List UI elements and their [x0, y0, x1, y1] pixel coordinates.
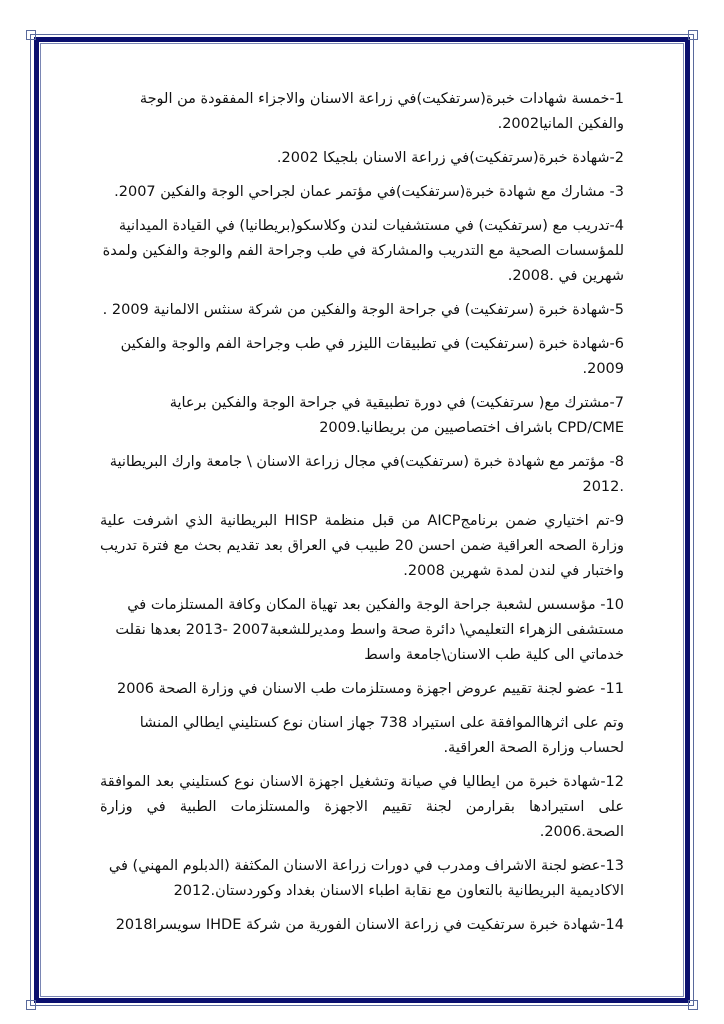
list-item-12: 12-شهادة خبرة من ايطاليا في صيانة وتشغيل اجهزة الاسنان نوع كستليني بعد الموافقة على استيرادها بقرارمن لجنة تقييم الاجهزة والمستلزمات الطبية في وزارة الصحة.2006.: [100, 774, 624, 840]
list-item-14: 14-شهادة خبرة سرتفكيت في زراعة الاسنان الفورية من شركة IHDE سويسرا2018: [115, 917, 624, 933]
list-item-4: 4-تدريب مع (سرتفكيت) في مستشفيات لندن وكلاسكو(بريطانيا) في القيادة الميدانية للمؤسسات الصحية مع التدريب والمشاركة في طب وجراحة الفم والوجة والفكين ولمدة شهرين في .2008.: [102, 218, 624, 284]
border-corner-bottom-left: [26, 1000, 36, 1010]
list-item-6: 6-شهادة خبرة (سرتفكيت) في تطبيقات الليزر في طب وجراحة الفم والوجة والفكين 2009.: [120, 336, 624, 377]
certificates-list: [100, 87, 624, 947]
list-item-3: 3- مشارك مع شهادة خبرة(سرتفكيت)في مؤتمر عمان لجراحي الوجة والفكين 2007.: [114, 184, 624, 200]
list-item-8: 8- مؤتمر مع شهادة خبرة (سرتفكيت)في مجال زراعة الاسنان \ جامعة وارك البريطانية .2012: [109, 454, 624, 495]
list-item-11-continuation: وتم على اثرهاالموافقة على استيراد 738 جهاز اسنان نوع كستليني ايطالي المنشا لحساب وزارة الصحة العراقية.: [139, 715, 624, 756]
border-corner-top-left: [26, 30, 36, 40]
border-corner-bottom-right: [688, 1000, 698, 1010]
list-item-11: 11- عضو لجنة تقييم عروض اجهزة ومستلزمات طب الاسنان في وزارة الصحة 2006: [117, 681, 624, 697]
list-item-1: 1-خمسة شهادات خبرة(سرتفكيت)في زراعة الاسنان والاجزاء المفقودة من الوجة والفكين المانيا2002.: [139, 91, 624, 132]
list-item-9: 9-تم اختياري ضمن برنامجAICP من قبل منظمة HISP البريطانية الذي اشرفت علية وزارة الصحه العراقية ضمن احسن 20 طبيب في العراق بعد تقديم بحث مع فترة تدريب واختبار في لندن لمدة شهرين 2008.: [100, 513, 624, 579]
list-item-13: 13-عضو لجنة الاشراف ومدرب في دورات زراعة الاسنان المكثفة (الدبلوم المهني) في الاكاديمية البريطانية بالتعاون مع نقابة اطباء الاسنان بغداد وكوردستان.2012: [108, 858, 624, 899]
list-item-2: 2-شهادة خبرة(سرتفكيت)في زراعة الاسنان بلجيكا 2002.: [276, 150, 624, 166]
border-corner-top-right: [688, 30, 698, 40]
list-item-7: 7-مشترك مع( سرتفكيت) في دورة تطبيقية في جراحة الوجة والفكين برعاية CPD/CME باشراف اختصاصيين من بريطانيا.2009: [169, 395, 624, 436]
list-item-5: 5-شهادة خبرة (سرتفكيت) في جراحة الوجة والفكين من شركة سنثس الالمانية 2009 .: [102, 302, 624, 318]
list-item-10: 10- مؤسسس لشعبة جراحة الوجة والفكين بعد تهياة المكان وكافة المستلزمات في مستشفى الزهراء التعليمي\ دائرة صحة واسط ومديرللشعبة2007 -2013 بعدها نقلت خدماتي الى كلية طب الاسنان\جامعة واسط: [115, 597, 624, 663]
